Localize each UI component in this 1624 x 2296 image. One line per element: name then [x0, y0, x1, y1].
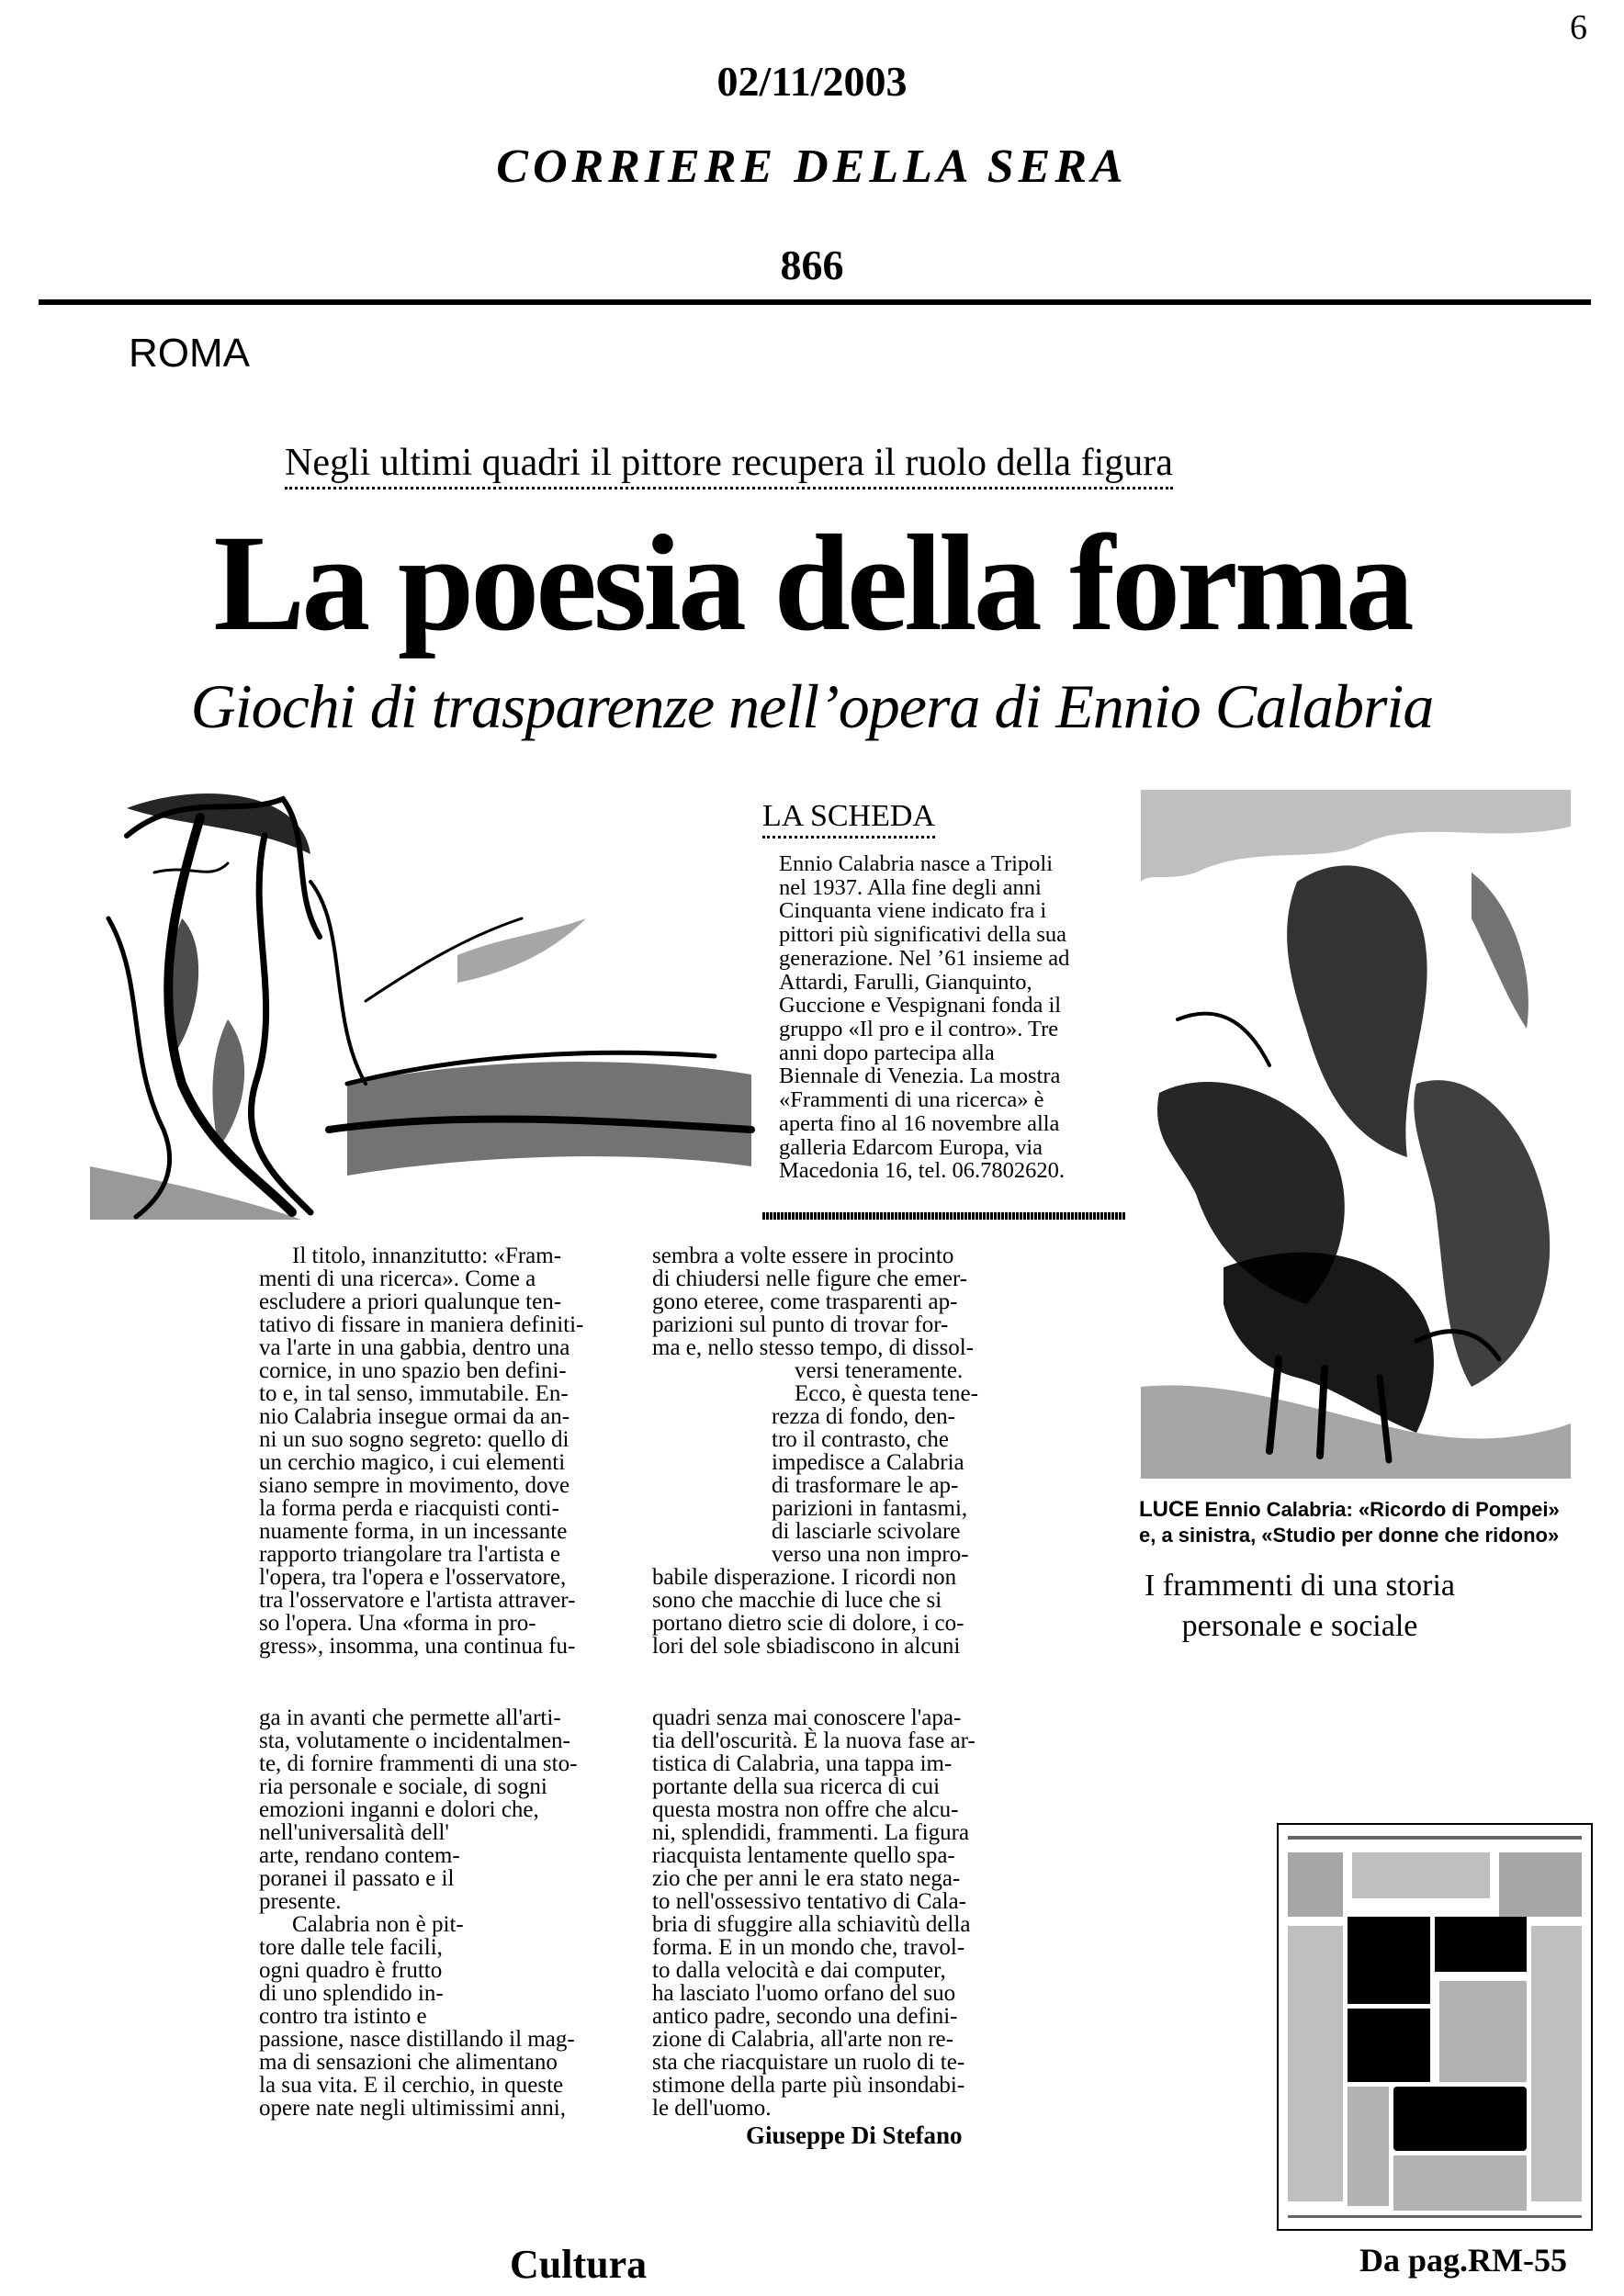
- text-line: di trasformare le ap-: [772, 1473, 959, 1498]
- text-line: parizioni sul punto di trovar for-: [652, 1312, 949, 1337]
- text-line: ma di sensazioni che alimentano: [259, 2050, 558, 2075]
- text-line: ha lasciato l'uomo orfano del suo: [652, 1981, 956, 2006]
- text-line: la sua vita. E il cerchio, in queste: [259, 2073, 564, 2098]
- caption-lead: LUCE: [1139, 1497, 1200, 1522]
- text-line: ogni quadro è frutto: [259, 1958, 443, 1983]
- scheda-title: LA SCHEDA: [762, 799, 935, 838]
- text-line: cornice, in uno spazio ben defini-: [259, 1358, 567, 1383]
- scheda-line: Guccione e Vespignani fonda il: [779, 993, 1062, 1019]
- scheda-line: pittori più significativi della sua: [779, 922, 1066, 948]
- text-line: nuamente forma, in un incessante: [259, 1519, 568, 1544]
- text-line: ga in avanti che permette all'arti-: [259, 1705, 561, 1730]
- page-thumbnail: [1277, 1823, 1593, 2231]
- text-line: opere nate negli ultimissimi anni,: [259, 2096, 566, 2121]
- scheda-line: aperta fino al 16 novembre alla: [779, 1110, 1060, 1136]
- text-line: sono che macchie di luce che si: [652, 1588, 942, 1613]
- text-line: babile disperazione. I ricordi non: [652, 1565, 957, 1590]
- text-line: stimone della parte più insondabi-: [652, 2073, 965, 2098]
- header-divider: [39, 299, 1591, 305]
- section-label: ROMA: [129, 331, 250, 376]
- scheda-line: anni dopo partecipa alla: [779, 1040, 995, 1065]
- text-line: arte, rendano contem-: [259, 1843, 460, 1868]
- text-line: lori del sole sbiadiscono in alcuni: [652, 1634, 961, 1659]
- scheda-line: «Frammenti di una ricerca» è: [779, 1087, 1044, 1113]
- text-line: Ecco, è questa tene-: [795, 1381, 978, 1406]
- text-line: tia dell'oscurità. È la nuova fase ar-: [652, 1728, 976, 1753]
- text-line: to nell'ossessivo tentativo di Cala-: [652, 1889, 966, 1914]
- text-line: un cerchio magico, i cui elementi: [259, 1450, 566, 1475]
- text-line: zione di Calabria, all'arte non re-: [652, 2027, 953, 2052]
- text-line: le dell'uomo.: [652, 2096, 772, 2121]
- text-line: di lasciarle scivolare: [772, 1519, 961, 1544]
- issue-number: 866: [780, 242, 844, 288]
- article-subheadline: Giochi di trasparenze nell’opera di Ennio Calabria: [190, 671, 1434, 741]
- text-line: to e, in tal senso, immutabile. En-: [259, 1381, 569, 1406]
- footer-page-ref: Da pag.RM-55: [1359, 2242, 1567, 2279]
- text-line: nio Calabria insegue ormai da an-: [259, 1404, 570, 1429]
- text-line: tistica di Calabria, una tappa im-: [652, 1751, 953, 1776]
- article-column-1-top: [259, 1244, 626, 1658]
- text-line: rapporto triangolare tra l'artista e: [259, 1542, 560, 1567]
- scheda-line: generazione. Nel ’61 insieme ad: [779, 945, 1070, 971]
- text-line: ni un suo sogno segreto: quello di: [259, 1427, 570, 1452]
- article-kicker: Negli ultimi quadri il pittore recupera il ruolo della figura: [285, 441, 1173, 490]
- painting-ricordo-pompei: [1141, 790, 1571, 1479]
- text-line: escludere a priori qualunque ten-: [259, 1289, 562, 1314]
- scheda-line: galleria Edarcom Europa, via: [779, 1134, 1043, 1160]
- text-line: di chiudersi nelle figure che emer-: [652, 1266, 968, 1291]
- publication-date: 02/11/2003: [716, 58, 908, 105]
- scheda-line: gruppo «Il pro e il contro». Tre: [779, 1017, 1059, 1042]
- article-byline: Giuseppe Di Stefano: [746, 2122, 963, 2149]
- text-line: questa mostra non offre che alcu-: [652, 1797, 959, 1822]
- text-line: tore dalle tele facili,: [259, 1935, 443, 1960]
- scheda-line: nel 1937. Alla fine degli anni: [779, 874, 1042, 900]
- text-line: di uno splendido in-: [259, 1981, 444, 2006]
- text-line: tro il contrasto, che: [772, 1427, 949, 1452]
- text-line: te, di fornire frammenti di una sto-: [259, 1751, 578, 1776]
- text-line: poranei il passato e il: [259, 1866, 455, 1891]
- article-column-2-top: [652, 1244, 1020, 1658]
- text-line: l'opera, tra l'opera e l'osservatore,: [259, 1565, 567, 1590]
- text-line: portante della sua ricerca di cui: [652, 1774, 941, 1799]
- text-line: forma. E in un mondo che, travol-: [652, 1935, 965, 1960]
- text-line: passione, nasce distillando il mag-: [259, 2027, 575, 2052]
- text-line: contro tra istinto e: [259, 2004, 427, 2029]
- text-line: ma e, nello stesso tempo, di dissol-: [652, 1335, 974, 1360]
- text-line: verso una non impro-: [772, 1542, 969, 1567]
- text-line: rezza di fondo, den-: [772, 1404, 955, 1429]
- text-line: versi teneramente.: [795, 1358, 964, 1383]
- text-line: so l'opera. Una «forma in pro-: [259, 1611, 536, 1636]
- scheda-divider: [762, 1212, 1126, 1220]
- text-line: parizioni in fantasmi,: [772, 1496, 968, 1521]
- article-headline: La poesia della forma: [213, 507, 1411, 659]
- text-line: sta che riacquistare un ruolo di te-: [652, 2050, 965, 2075]
- text-line: zio che per anni le era stato nega-: [652, 1866, 961, 1891]
- text-line: Il titolo, innanzitutto: «Fram-: [292, 1244, 562, 1268]
- text-line: quadri senza mai conoscere l'apa-: [652, 1705, 962, 1730]
- text-line: antico padre, secondo una defini-: [652, 2004, 958, 2029]
- text-line: emozioni inganni e dolori che,: [259, 1797, 539, 1822]
- caption-text: Ennio Calabria: «Ricordo di Pompei» e, a sinistra, «Studio per donne che ridono»: [1139, 1498, 1560, 1547]
- text-line: gress», insomma, una continua fu-: [259, 1634, 576, 1659]
- text-line: portano dietro scie di dolore, i co-: [652, 1611, 964, 1636]
- scheda-line: Biennale di Venezia. La mostra: [779, 1064, 1061, 1089]
- scheda-line: Attardi, Farulli, Gianquinto,: [779, 969, 1032, 995]
- text-line: bria di sfuggire alla schiavitù della: [652, 1912, 971, 1937]
- text-line: menti di una ricerca». Come a: [259, 1266, 536, 1291]
- text-line: ni, splendidi, frammenti. La figura: [652, 1820, 970, 1845]
- text-line: sembra a volte essere in procinto: [652, 1244, 954, 1268]
- text-line: riacquista lentamente quello spa-: [652, 1843, 955, 1868]
- footer-section-label: Cultura: [510, 2242, 648, 2287]
- painting-studio-donne: [72, 781, 761, 1221]
- scheda-line: Cinquanta viene indicato fra i: [779, 898, 1047, 924]
- text-line: tra l'osservatore e l'artista attraver-: [259, 1588, 576, 1613]
- text-line: gono eteree, come trasparenti ap-: [652, 1289, 958, 1314]
- text-line: presente.: [259, 1889, 342, 1914]
- text-line: to dalla velocità e dai computer,: [652, 1958, 946, 1983]
- text-line: ria personale e sociale, di sogni: [259, 1774, 547, 1799]
- text-line: siano sempre in movimento, dove: [259, 1473, 570, 1498]
- text-line: sta, volutamente o incidentalmen-: [259, 1728, 570, 1753]
- page-number: 6: [1570, 8, 1587, 47]
- text-line: nell'universalità dell': [259, 1820, 449, 1845]
- scheda-line: Macedonia 16, tel. 06.7802620.: [779, 1158, 1065, 1184]
- text-line: impedisce a Calabria: [772, 1450, 964, 1475]
- text-line: va l'arte in una gabbia, dentro una: [259, 1335, 570, 1360]
- text-line: Calabria non è pit-: [292, 1912, 464, 1937]
- text-line: la forma perda e riacquisti conti-: [259, 1496, 559, 1521]
- photo-caption: [1139, 1497, 1571, 1548]
- article-column-1-bottom: [259, 1706, 626, 2120]
- scheda-body: [779, 852, 1119, 1183]
- newspaper-masthead: CORRIERE DELLA SERA: [496, 141, 1128, 193]
- scheda-line: Ennio Calabria nasce a Tripoli: [779, 851, 1054, 876]
- text-line: tativo di fissare in maniera definiti-: [259, 1312, 584, 1337]
- article-column-2-bottom: [652, 1706, 1020, 2120]
- pull-quote: I frammenti di una storia personale e sociale: [1144, 1569, 1455, 1644]
